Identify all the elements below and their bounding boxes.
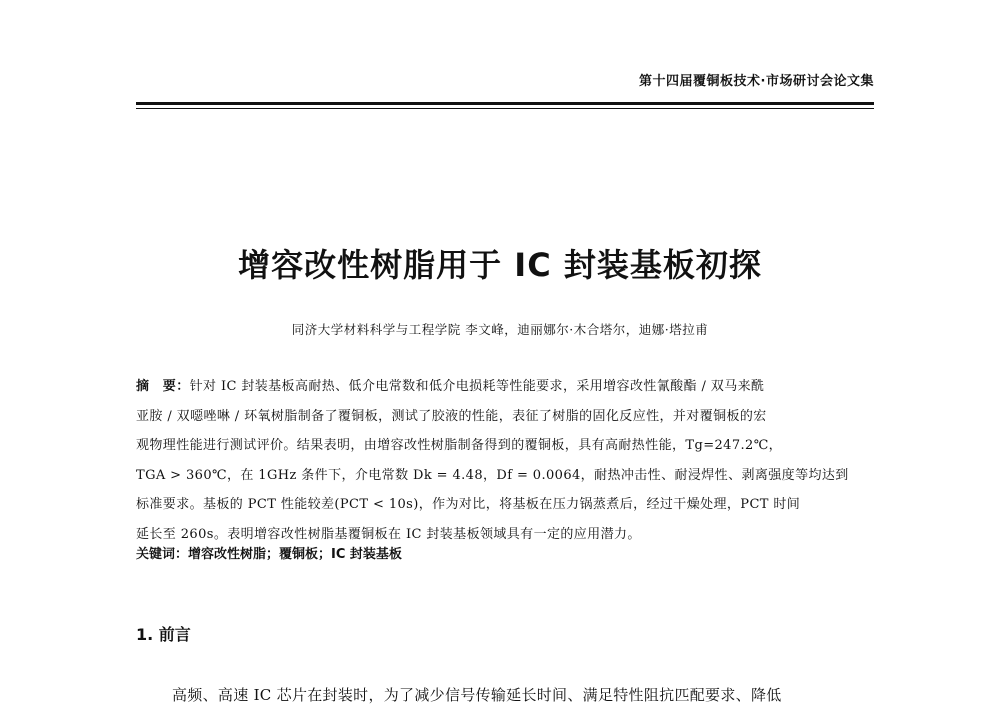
body-paragraph: 高频、高速 IC 芯片在封装时，为了减少信号传输延长时间、满足特性阻抗匹配要求、降低	[172, 686, 782, 704]
keywords-label: 关键词：	[136, 547, 189, 562]
abstract-line: 延长至 260s。表明增容改性树脂基覆铜板在 IC 封装基板领域具有一定的应用潜力。	[136, 526, 641, 542]
header-rule-thin	[136, 108, 874, 109]
abstract-line: 标准要求。基板的 PCT 性能较差(PCT < 10s)，作为对比，将基板在压力锅蒸煮后，经过干燥处理，PCT 时间	[136, 497, 801, 513]
header-rule-thick	[136, 102, 874, 105]
keywords-text: 增容改性树脂；覆铜板；IC 封装基板	[188, 547, 402, 562]
keywords	[136, 543, 874, 562]
abstract-label: 摘 要：	[136, 379, 190, 394]
section-heading: 1. 前言	[136, 625, 191, 644]
abstract-line: TGA > 360℃，在 1GHz 条件下，介电常数 Dk = 4.48，Df = 0.0064，耐热冲击性、耐浸焊性、剥离强度等均达到	[136, 467, 849, 483]
abstract-text: 针对 IC 封装基板高耐热、低介电常数和低介电损耗等性能要求，采用增容改性氰酸酯 / 双马来酰	[189, 379, 765, 394]
abstract-line: 观物理性能进行测试评价。结果表明，由增容改性树脂制备得到的覆铜板，具有高耐热性能，Tg=247.2℃，	[136, 438, 783, 454]
abstract	[136, 372, 874, 550]
running-head: 第十四届覆铜板技术·市场研讨会论文集	[639, 74, 874, 89]
paper-title: 增容改性树脂用于 IC 封装基板初探	[238, 246, 762, 284]
abstract-line	[136, 372, 874, 402]
author-affiliation: 同济大学材料科学与工程学院 李文峰，迪丽娜尔·木合塔尔，迪娜·塔拉甫	[291, 322, 709, 337]
abstract-line: 亚胺 / 双噁唑啉 / 环氧树脂制备了覆铜板，测试了胶液的性能，表征了树脂的固化反应性，并对覆铜板的宏	[136, 408, 767, 424]
